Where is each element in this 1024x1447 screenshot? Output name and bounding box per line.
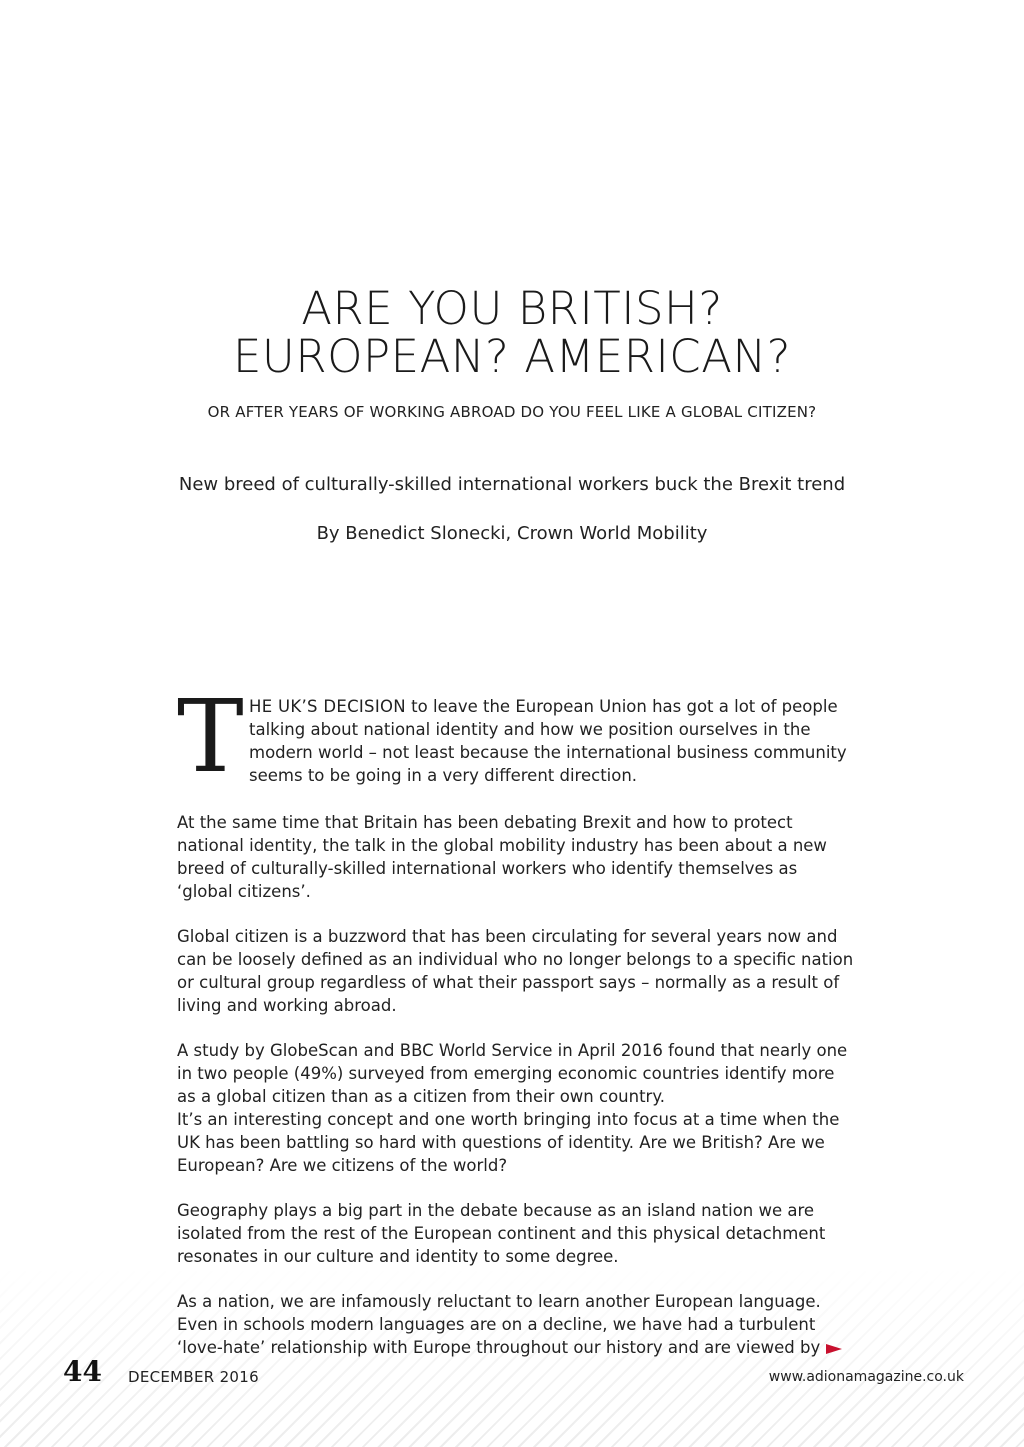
lead-text: to leave the European Union has got a lot of people talking about national identity and how we position ourselves in the modern world – not least because the international business community seems to be going in a very different direction. <box>249 697 847 785</box>
paragraph-2: At the same time that Britain has been debating Brexit and how to protect national identity, the talk in the global mobility industry has been about a new breed of culturally-skilled international workers who identify themselves as ‘global citizens’. <box>177 813 827 901</box>
drop-cap: T <box>177 678 244 795</box>
paragraph-5: Geography plays a big part in the debate because as an island nation we are isolated from the rest of the European continent and this physical detachment resonates in our culture and identity to some degree. <box>177 1201 826 1266</box>
paragraph-6-text: As a nation, we are infamously reluctant to learn another European language. Even in schools modern languages are on a decline, we have had a turbulent ‘love-hate’ relationship with Europe throughout our history and are viewed by <box>177 1292 821 1357</box>
headline-line-2: EUROPEAN? AMERICAN? <box>232 330 792 383</box>
headline-kicker: OR AFTER YEARS OF WORKING ABROAD DO YOU FEEL LIKE A GLOBAL CITIZEN? <box>207 403 817 421</box>
paragraph-4a: A study by GlobeScan and BBC World Service in April 2016 found that nearly one in two people (49%) surveyed from emerging economic countries identify more as a global citizen than as a citizen from their own country. <box>177 1041 848 1106</box>
byline: By Benedict Slonecki, Crown World Mobility <box>316 523 708 544</box>
continue-arrow-icon <box>826 1344 842 1354</box>
issue-date: DECEMBER 2016 <box>128 1368 259 1386</box>
standfirst: New breed of culturally-skilled international workers buck the Brexit trend <box>178 474 846 495</box>
lead-caps: HE UK’S DECISION <box>249 697 406 716</box>
paragraph-4b: It’s an interesting concept and one worth bringing into focus at a time when the UK has been battling so hard with questions of identity. Are we British? Are we European? Are we citizens of the world? <box>177 1110 840 1175</box>
website-url[interactable]: www.adionamagazine.co.uk <box>768 1369 964 1385</box>
lead-paragraph <box>177 678 857 795</box>
paragraph-4 <box>177 1039 857 1177</box>
headline <box>0 282 1024 383</box>
article-body <box>177 678 857 1381</box>
paragraph-6 <box>177 1290 857 1359</box>
page-number: 44 <box>63 1355 102 1388</box>
headline-line-1: ARE YOU BRITISH? <box>301 282 723 335</box>
paragraph-3: Global citizen is a buzzword that has been circulating for several years now and can be loosely defined as an individual who no longer belongs to a specific nation or cultural group regardless of what their passport says – normally as a result of living and working abroad. <box>177 927 854 1015</box>
